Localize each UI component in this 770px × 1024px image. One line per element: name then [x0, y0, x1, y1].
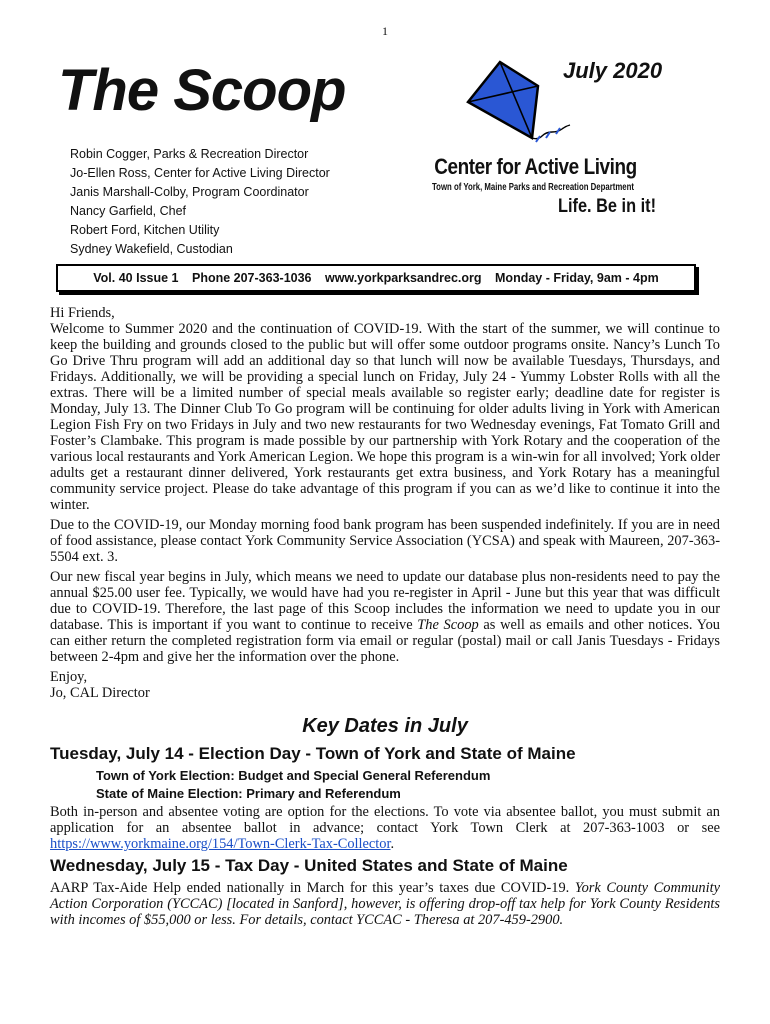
staff-item: Nancy Garfield, Chef: [70, 204, 187, 218]
event-body: [50, 804, 720, 852]
issue-date: July 2020: [563, 58, 663, 83]
logo-name: Center for Active Living: [434, 154, 637, 179]
logo-tagline: Life. Be in it!: [558, 196, 657, 217]
closing: Enjoy,: [50, 669, 88, 685]
newsletter-body: [50, 305, 720, 932]
center-logo: [428, 60, 678, 220]
paragraph-text: as well as emails and other notices. You can either return the completed registration form via email or regular (postal) mail or call Janis Tuesdays - Fridays between 2-4pm and give her the information over the phone.: [50, 617, 720, 665]
phone-number: Phone 207-363-1036: [191, 271, 312, 285]
staff-item: Robin Cogger, Parks & Recreation Director: [70, 147, 309, 161]
info-bar: [56, 264, 696, 292]
office-hours: Monday - Friday, 9am - 4pm: [495, 271, 659, 285]
letter-paragraph: Due to the COVID-19, our Monday morning food bank program has been suspended indefinitely. If you are in need of food assistance, please contact York Community Service Association (YCSA) and speak with Maureen, 207-363-5504 ext. 3.: [50, 517, 720, 565]
event-heading: Wednesday, July 15 - Tax Day - United States and State of Maine: [50, 856, 568, 875]
event-text: Both in-person and absentee voting are option for the elections. To vote via absentee ballot, you must submit an application for an absentee ballot in advance; contact York Town Clerk at 207-363-1003 or see: [50, 804, 720, 836]
publication-name: The Scoop: [417, 617, 479, 633]
staff-item: Janis Marshall-Colby, Program Coordinator: [70, 185, 309, 199]
signature: Jo, CAL Director: [50, 685, 150, 701]
logo-subtitle: Town of York, Maine Parks and Recreation Department: [432, 182, 634, 193]
event-text-italic: York County Community Action Corporation (YCCAC) [located in Sanford], however, is offering drop-off tax help for York County Residents with incomes of $55,000 or less. For details, contact YCCAC - Theresa at 207-459-2900.: [50, 880, 721, 928]
staff-item: Jo-Ellen Ross, Center for Active Living Director: [70, 166, 330, 180]
volume-issue: Vol. 40 Issue 1: [93, 271, 179, 285]
kite-icon: [428, 60, 678, 155]
staff-item: Robert Ford, Kitchen Utility: [70, 223, 220, 237]
event-subheading: State of Maine Election: Primary and Referendum: [96, 786, 401, 801]
event-text: AARP Tax-Aide Help ended nationally in March for this year’s taxes due COVID-19.: [50, 880, 575, 896]
newsletter-title: The Scoop: [58, 58, 346, 123]
website-link[interactable]: www.yorkparksandrec.org: [324, 271, 482, 285]
event-text: .: [390, 836, 395, 852]
greeting: Hi Friends,: [50, 305, 115, 321]
event-heading: Tuesday, July 14 - Election Day - Town of York and State of Maine: [50, 744, 576, 763]
key-dates-title: Key Dates in July: [302, 715, 468, 737]
letter-paragraph: [50, 569, 720, 665]
event-body: [50, 880, 720, 928]
page-number: 1: [382, 24, 388, 38]
town-clerk-link[interactable]: https://www.yorkmaine.org/154/Town-Clerk-Tax-Collector: [50, 836, 391, 852]
event-subheading: Town of York Election: Budget and Special General Referendum: [96, 768, 491, 783]
letter-paragraph: Welcome to Summer 2020 and the continuation of COVID-19. With the start of the summer, we will continue to keep the building and grounds closed to the public but will offer some outdoor programs onsite. Nancy’s Lunch To Go Drive Thru program will add an additional day so that lunch will now be available Tuesdays, Thursdays, and Fridays. Additionally, we will be providing a special lunch on Friday, July 24 - Yummy Lobster Rolls with all the extras. There will be a limited number of special meals available so register early; deadline date for register is Monday, July 13. The Dinner Club To Go program will be continuing for older adults living in York with American Legion Fish Fry on two Fridays in July and two new restaurants for two Wednesday evenings, Fat Tomato Grill and Foster’s Clambake. This program is made possible by our partnership with York Rotary and the cooperation of the various local restaurants and York American Legion. We hope this program is a win-win for all involved; York older adults get a restaurant dinner delivered, York restaurants get extra business, and York Rotary has a meaningful community service project. Please do take advantage of this program if you can as we’d like to continue it into the winter.: [50, 321, 720, 513]
staff-item: Sydney Wakefield, Custodian: [70, 242, 233, 256]
staff-list: [70, 145, 330, 259]
paragraph-text: Our new fiscal year begins in July, which means we need to update our database plus non-residents need to pay the annual $25.00 user fee. Typically, we would have had you re-register in April - June but this year that was difficult due to COVID-19. Therefore, the last page of this Scoop includes the information we need to update you in our database. This is important if you want to continue to receive: [50, 569, 720, 633]
